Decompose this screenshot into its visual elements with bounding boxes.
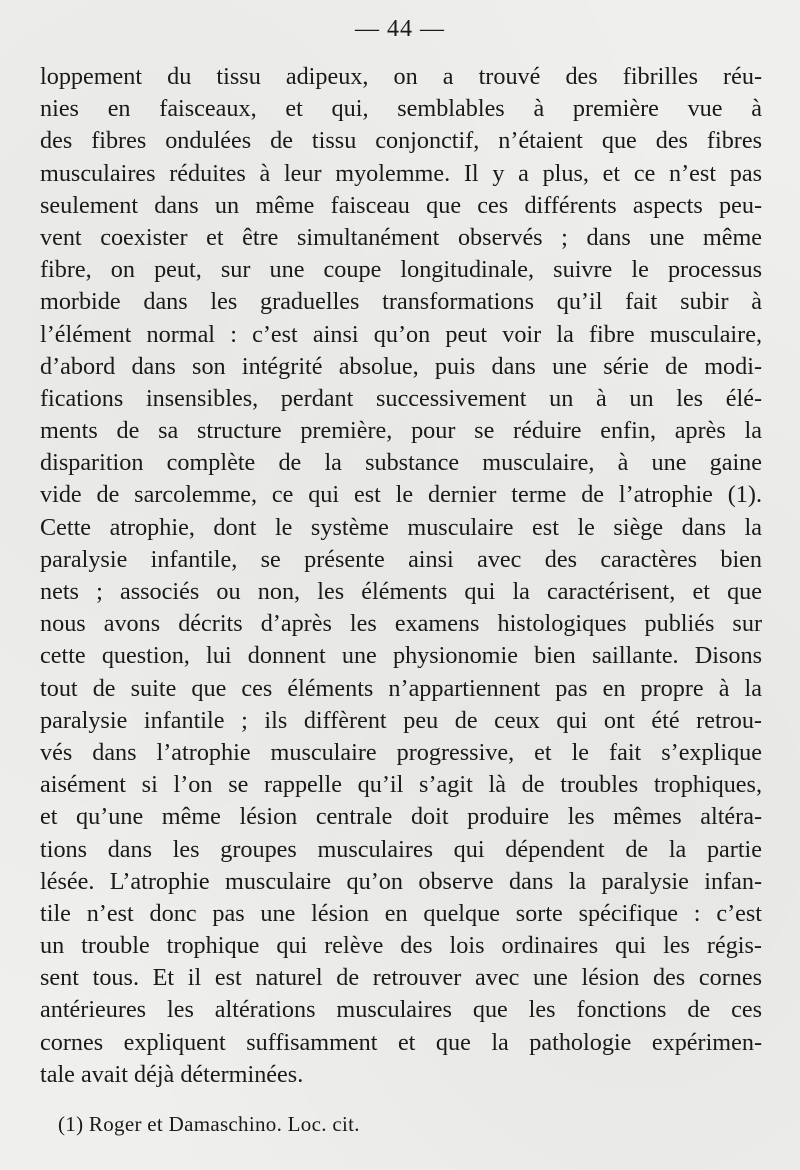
text-line: disparition complète de la substance musculaire, à une gaine (40, 449, 762, 477)
text-line: lésée. L’atrophie musculaire qu’on observe dans la paralysie infan- (40, 867, 762, 895)
text-line: nets ; associés ou non, les éléments qui la caractérisent, et que (40, 578, 762, 605)
text-line-last: tale avait déjà déterminées. (40, 1060, 304, 1088)
text-line: tile n’est donc pas une lésion en quelque sorte spécifique : c’est (40, 899, 762, 927)
text-line: antérieures les altérations musculaires que les fonctions de ces (40, 996, 762, 1024)
text-line: sent tous. Et il est naturel de retrouver avec une lésion des cornes (40, 964, 762, 992)
text-line: un trouble trophique qui relève des lois ordinaires qui les régis- (40, 932, 762, 960)
text-line: fications insensibles, perdant successivement un à un les élé- (40, 384, 762, 412)
text-line: paralysie infantile, se présente ainsi avec des caractères bien (40, 545, 762, 573)
text-line: aisément si l’on se rappelle qu’il s’agit là de troubles trophiques, (40, 771, 762, 799)
text-line: loppement du tissu adipeux, on a trouvé des fibrilles réu- (40, 63, 762, 90)
text-line: vide de sarcolemme, ce qui est le dernier terme de l’atrophie (1). (40, 481, 762, 509)
text-line: cette question, lui donnent une physionomie bien saillante. Disons (40, 642, 762, 670)
text-line: des fibres ondulées de tissu conjonctif, n’étaient que des fibres (40, 127, 762, 155)
text-line: d’abord dans son intégrité absolue, puis dans une série de modi- (40, 352, 762, 380)
body-text (40, 61, 762, 1091)
text-line: morbide dans les graduelles transformations qu’il fait subir à (40, 288, 762, 316)
text-line: musculaires réduites à leur myolemme. Il y a plus, et ce n’est pas (40, 159, 762, 187)
text-line: fibre, on peut, sur une coupe longitudinale, suivre le processus (40, 256, 762, 284)
text-line: vent coexister et être simultanément observés ; dans une même (40, 223, 762, 251)
text-line: seulement dans un même faisceau que ces différents aspects peu- (40, 191, 762, 219)
text-line: tions dans les groupes musculaires qui dépendent de la partie (40, 835, 762, 863)
text-line: tout de suite que ces éléments n’appartiennent pas en propre à la (40, 674, 762, 702)
text-line: et qu’une même lésion centrale doit produire les mêmes altéra- (40, 803, 762, 831)
text-line: l’élément normal : c’est ainsi qu’on peut voir la fibre musculaire, (40, 320, 762, 348)
text-line: ments de sa structure première, pour se réduire enfin, après la (40, 417, 762, 445)
text-line: vés dans l’atrophie musculaire progressive, et le fait s’explique (40, 738, 762, 766)
text-line: Cette atrophie, dont le système musculaire est le siège dans la (40, 513, 762, 541)
text-line: nous avons décrits d’après les examens histologiques publiés sur (40, 610, 762, 638)
page-number: — 44 — (355, 16, 445, 42)
text-line: paralysie infantile ; ils diffèrent peu de ceux qui ont été retrou- (40, 706, 762, 734)
footnote: (1) Roger et Damaschino. Loc. cit. (58, 1112, 360, 1136)
text-line: cornes expliquent suffisamment et que la pathologie expérimen- (40, 1028, 762, 1056)
text-line: nies en faisceaux, et qui, semblables à première vue à (40, 95, 762, 123)
